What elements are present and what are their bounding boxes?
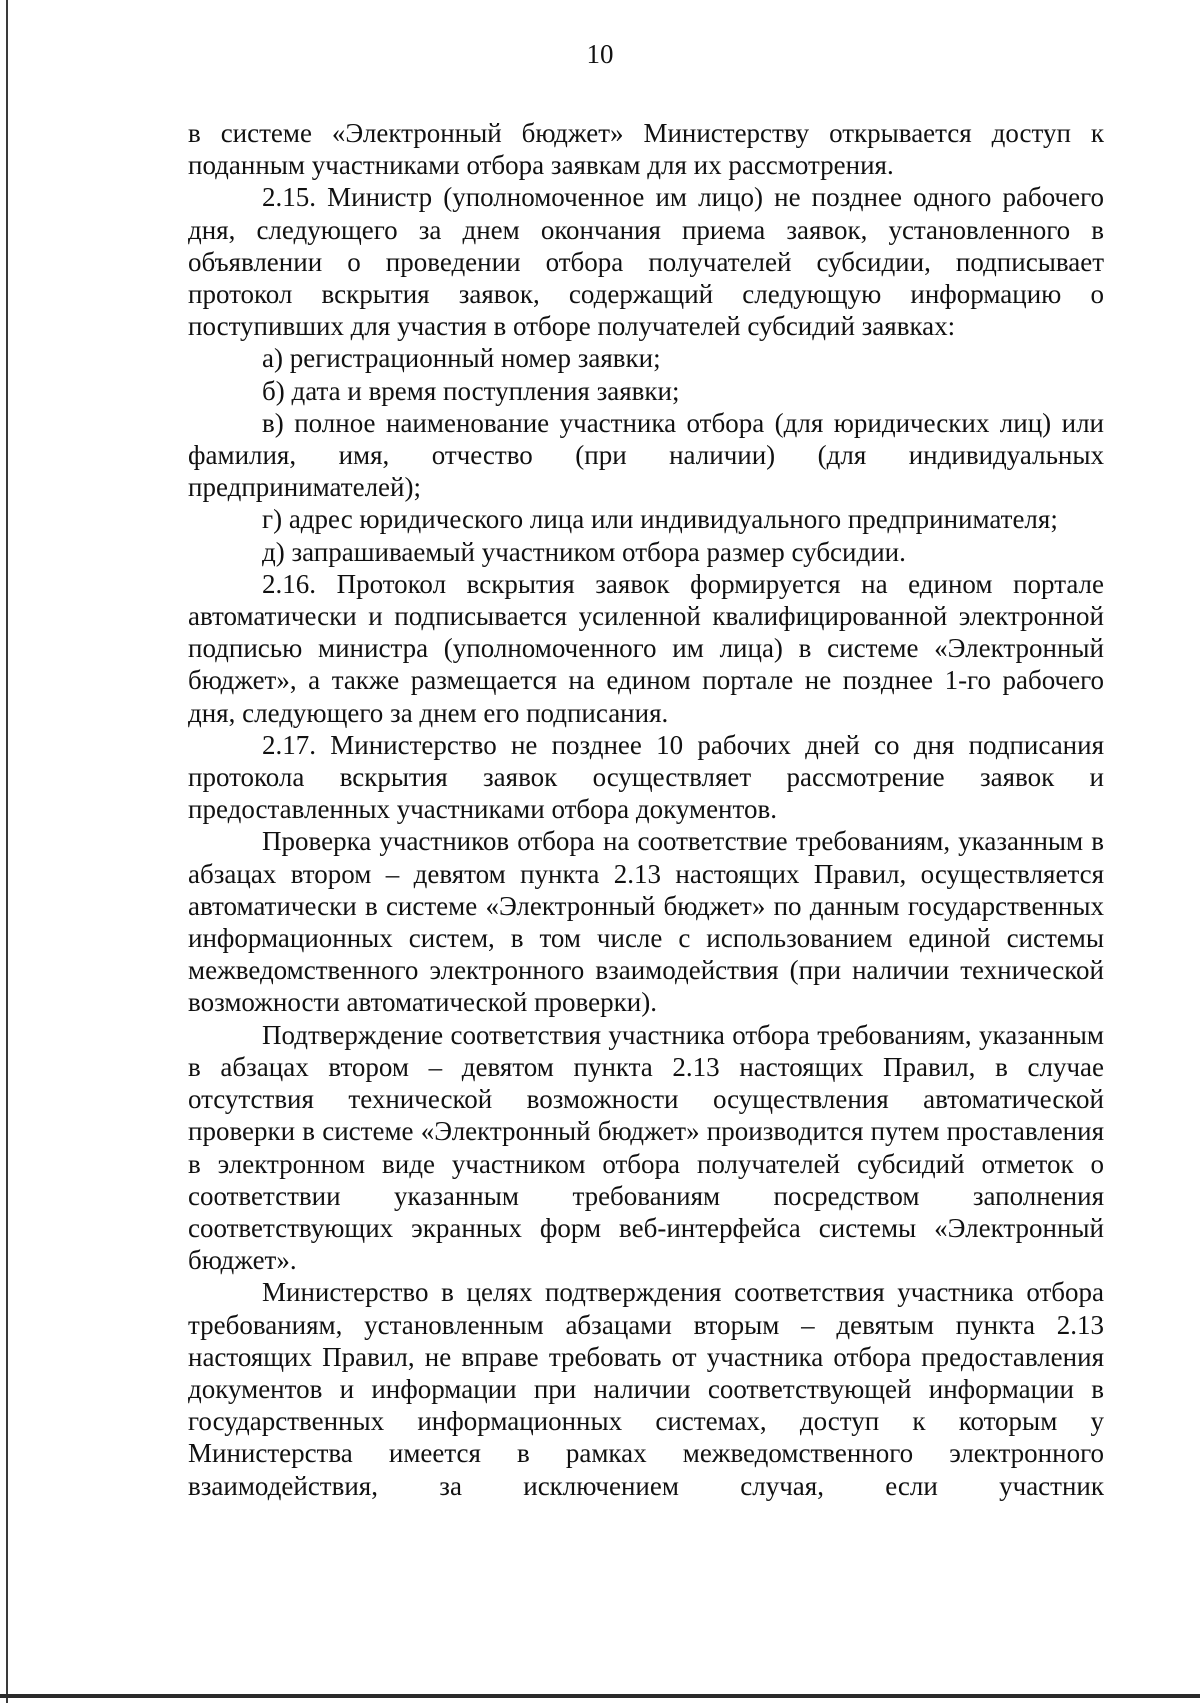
paragraph-verification: Проверка участников отбора на соответствие требованиям, указанным в абзацах втором – девятом пункта 2.13 настоящих Правил, осуществляется автоматически в системе «Электронный бюджет» по данным государственных информационных систем, в том числе с использованием единой системы межведомственного электронного взаимодействия (при наличии технической возможности автоматической проверки). xyxy=(188,826,1104,1018)
list-item-d: д) запрашиваемый участником отбора размер субсидии. xyxy=(262,536,906,567)
list-item-v: в) полное наименование участника отбора (для юридических лиц) или фамилия, имя, отчество (при наличии) (для индивидуальных предпринимателей); xyxy=(188,407,1104,503)
list-item-b: б) дата и время поступления заявки; xyxy=(262,375,680,406)
paragraph-confirmation: Подтверждение соответствия участника отбора требованиям, указанным в абзацах втором – девятом пункта 2.13 настоящих Правил, в случае отсутствия технической возможности осуществления автоматической проверки в системе «Электронный бюджет» производится путем проставления в электронном виде участником отбора получателей субсидий отметок о соответствии указанным требованиям посредством заполнения соответствующих экранных форм веб-интерфейса системы «Электронный бюджет». xyxy=(188,1019,1104,1276)
list-item-a: а) регистрационный номер заявки; xyxy=(262,343,661,374)
document-body xyxy=(188,117,1104,1502)
paragraph-2-17: 2.17. Министерство не позднее 10 рабочих дней со дня подписания протокола вскрытия заявок осуществляет рассмотрение заявок и предоставленных участниками отбора документов. xyxy=(188,729,1104,825)
page-number: 10 xyxy=(586,39,614,69)
scan-edge-bottom xyxy=(0,1694,1200,1698)
paragraph-2-16: 2.16. Протокол вскрытия заявок формируется на едином портале автоматически и подписывается усиленной квалифицированной электронной подписью министра (уполномоченного им лица) в системе «Электронный бюджет», а также размещается на едином портале не позднее 1-го рабочего дня, следующего за днем его подписания. xyxy=(188,568,1104,728)
scan-edge-left xyxy=(6,0,8,1703)
paragraph-ministry-restriction: Министерство в целях подтверждения соответствия участника отбора требованиям, установленным абзацами вторым – девятым пункта 2.13 настоящих Правил, не вправе требовать от участника отбора предоставления документов и информации при наличии соответствующей информации в государственных информационных системах, доступ к которым у Министерства имеется в рамках межведомственного электронного взаимодействия, за исключением случая, если участник xyxy=(188,1277,1104,1501)
paragraph-continuation: в системе «Электронный бюджет» Министерству открывается доступ к поданным участниками отбора заявкам для их рассмотрения. xyxy=(188,118,1104,181)
list-item-g: г) адрес юридического лица или индивидуального предпринимателя; xyxy=(262,504,1058,535)
paragraph-2-15: 2.15. Министр (уполномоченное им лицо) не позднее одного рабочего дня, следующего за днем окончания приема заявок, установленного в объявлении о проведении отбора получателей субсидии, подписывает протокол вскрытия заявок, содержащий следующую информацию о поступивших для участия в отборе получателей субсидий заявках: xyxy=(188,182,1104,342)
